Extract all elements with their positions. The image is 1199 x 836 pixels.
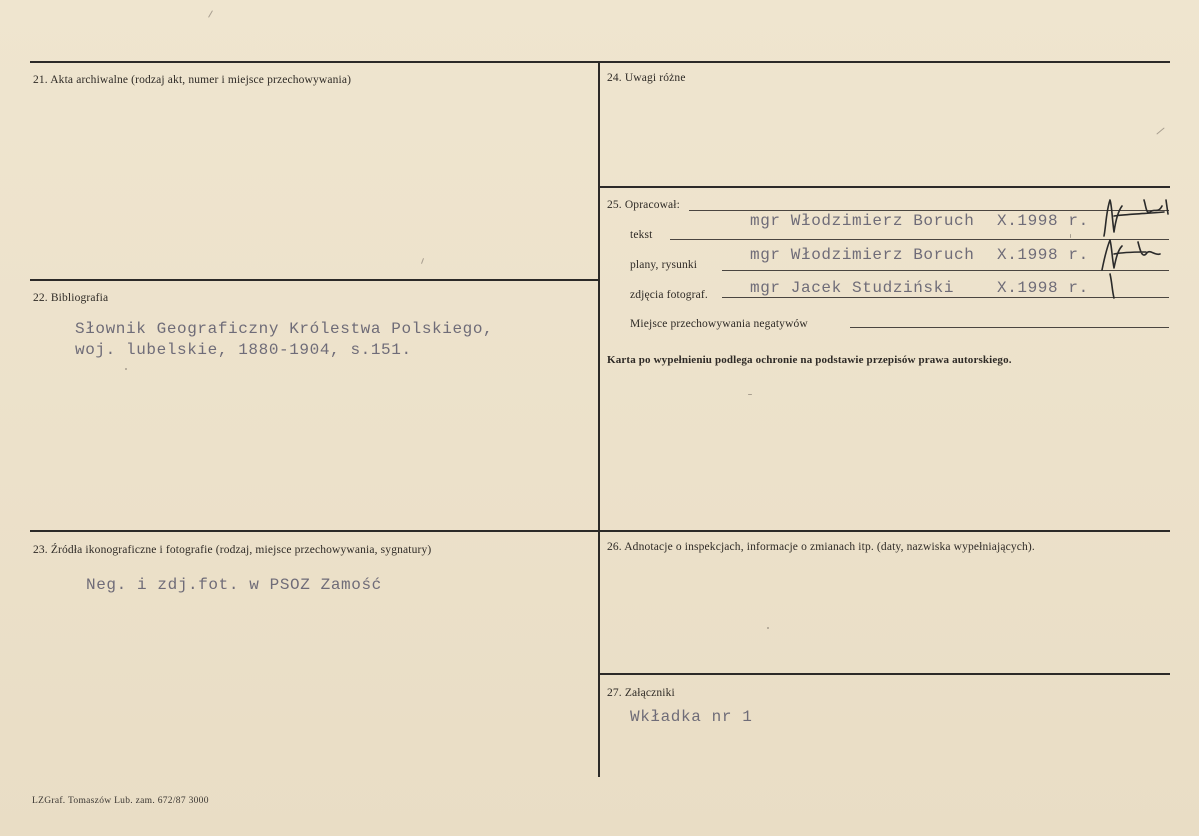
bibliography-line-2: woj. lubelskie, 1880-1904, s.151. — [75, 341, 412, 359]
rule-26 — [598, 530, 1170, 532]
section-25-label: 25. Opracował: — [607, 199, 680, 211]
paper-speck — [1070, 234, 1071, 238]
attachment-text: Wkładka nr 1 — [630, 708, 753, 726]
paper-speck — [748, 394, 752, 395]
section-26-label: 26. Adnotacje o inspekcjach, informacje o zmianach itp. (daty, nazwiska wypełniających). — [607, 541, 1035, 553]
zdjecia-label: zdjęcia fotograf. — [630, 289, 708, 301]
zdjecia-author: mgr Jacek Studziński — [750, 279, 955, 297]
signature-2-icon — [1094, 234, 1168, 276]
tekst-date: X.1998 r. — [997, 212, 1089, 230]
section-27-label: 27. Załączniki — [607, 687, 675, 699]
negatywy-line — [850, 327, 1169, 328]
negatywy-label: Miejsce przechowywania negatywów — [630, 318, 808, 330]
signature-3-icon — [1102, 272, 1122, 302]
section-24-label: 24. Uwagi różne — [607, 72, 686, 84]
paper-speck — [125, 368, 127, 370]
print-imprint: LZGraf. Tomaszów Lub. zam. 672/87 3000 — [32, 796, 209, 806]
paper-speck — [421, 258, 424, 264]
plany-date: X.1998 r. — [997, 246, 1089, 264]
paper-speck — [1156, 127, 1164, 134]
section-21-label: 21. Akta archiwalne (rodzaj akt, numer i miejsce przechowywania) — [33, 74, 352, 86]
rule-23 — [30, 530, 598, 532]
tekst-label: tekst — [630, 229, 653, 241]
zdjecia-date: X.1998 r. — [997, 279, 1089, 297]
bibliography-line-1: Słownik Geograficzny Królestwa Polskiego, — [75, 320, 494, 338]
paper-speck — [208, 10, 213, 17]
center-divider — [598, 61, 600, 777]
rule-25 — [598, 186, 1170, 188]
paper-speck — [767, 627, 769, 629]
rule-22 — [30, 279, 598, 281]
section-22-label: 22. Bibliografia — [33, 292, 109, 304]
section-23-label: 23. Źródła ikonograficzne i fotografie (rodzaj, miejsce przechowywania, sygnatury) — [33, 544, 432, 556]
copyright-note: Karta po wypełnieniu podlega ochronie na podstawie przepisów prawa autorskiego. — [607, 354, 1012, 366]
tekst-author: mgr Włodzimierz Boruch — [750, 212, 975, 230]
top-rule — [30, 61, 1170, 63]
plany-author: mgr Włodzimierz Boruch — [750, 246, 975, 264]
iconography-text: Neg. i zdj.fot. w PSOZ Zamość — [86, 576, 382, 594]
plany-label: plany, rysunki — [630, 259, 698, 271]
rule-27 — [598, 673, 1170, 675]
